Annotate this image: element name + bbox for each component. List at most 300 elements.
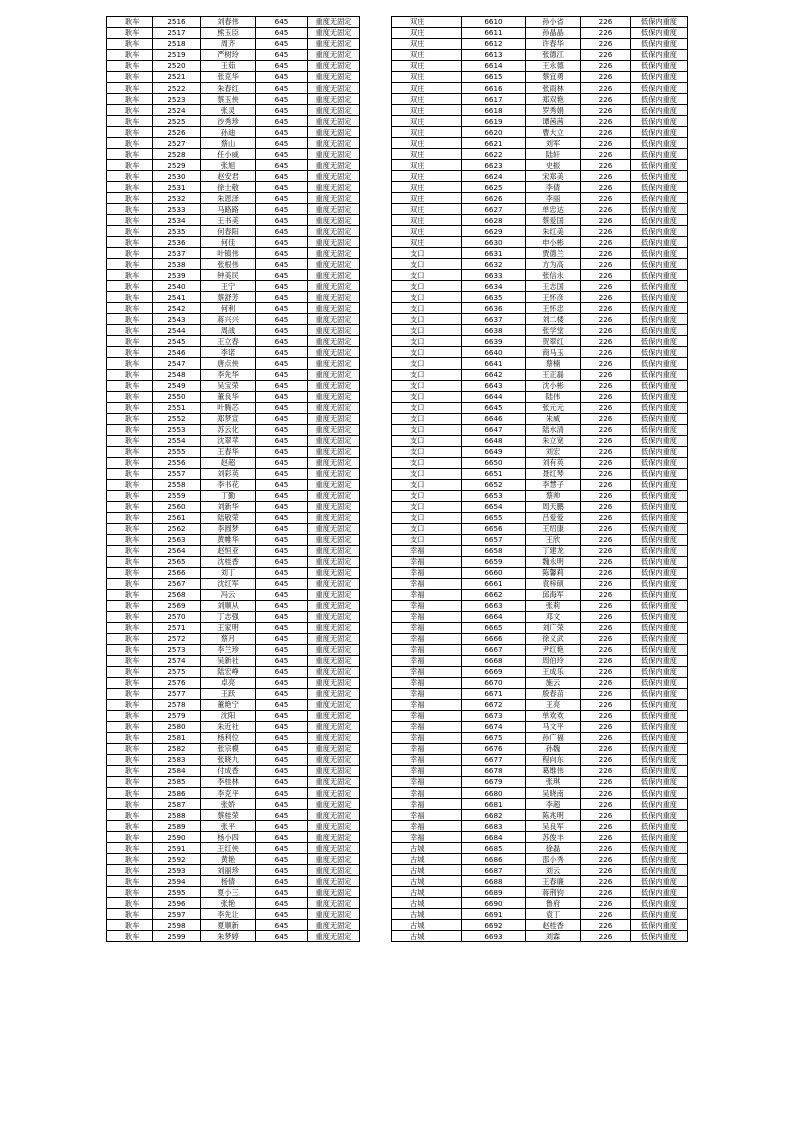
serial-cell: 6654 [462, 501, 526, 512]
category-cell: 低保内重度 [631, 909, 688, 920]
category-cell: 低保内重度 [631, 534, 688, 545]
amount-cell: 645 [256, 292, 308, 303]
name-cell: 王跃 [201, 688, 256, 699]
name-cell: 蒋荆钧 [526, 887, 581, 898]
amount-cell: 645 [256, 248, 308, 259]
name-cell: 朱恩泽 [201, 193, 256, 204]
name-cell: 朱红美 [526, 226, 581, 237]
serial-cell: 6620 [462, 127, 526, 138]
name-cell: 商马玉 [526, 347, 581, 358]
category-cell: 重度无固定 [308, 733, 360, 744]
serial-cell: 6628 [462, 215, 526, 226]
serial-cell: 2574 [153, 655, 201, 666]
amount-cell: 226 [581, 160, 631, 171]
category-cell: 低保内重度 [631, 446, 688, 457]
town-cell: 耿车 [107, 314, 153, 325]
serial-cell: 2516 [153, 17, 201, 28]
serial-cell: 6621 [462, 138, 526, 149]
serial-cell: 2534 [153, 215, 201, 226]
category-cell: 低保内重度 [631, 457, 688, 468]
town-cell: 双庄 [392, 204, 462, 215]
amount-cell: 645 [256, 788, 308, 799]
town-cell: 支口 [392, 512, 462, 523]
amount-cell: 645 [256, 865, 308, 876]
category-cell: 低保内重度 [631, 722, 688, 733]
table-row [107, 17, 360, 28]
table-row [107, 744, 360, 755]
table-row [107, 358, 360, 369]
town-cell: 双庄 [392, 72, 462, 83]
name-cell: 张娇 [201, 799, 256, 810]
left-table [106, 16, 360, 942]
category-cell: 低保内重度 [631, 788, 688, 799]
town-cell: 双庄 [392, 237, 462, 248]
town-cell: 耿车 [107, 887, 153, 898]
amount-cell: 645 [256, 138, 308, 149]
serial-cell: 2538 [153, 259, 201, 270]
name-cell: 王茹 [201, 61, 256, 72]
name-cell: 王亮 [526, 699, 581, 710]
category-cell: 低保内重度 [631, 887, 688, 898]
category-cell: 低保内重度 [631, 193, 688, 204]
serial-cell: 6619 [462, 116, 526, 127]
table-row [107, 699, 360, 710]
category-cell: 低保内重度 [631, 611, 688, 622]
category-cell: 重度无固定 [308, 854, 360, 865]
category-cell: 低保内重度 [631, 303, 688, 314]
amount-cell: 226 [581, 413, 631, 424]
category-cell: 重度无固定 [308, 369, 360, 380]
serial-cell: 6630 [462, 237, 526, 248]
serial-cell: 6617 [462, 94, 526, 105]
table-row [392, 248, 688, 259]
category-cell: 重度无固定 [308, 644, 360, 655]
left-table-body [107, 17, 360, 942]
town-cell: 耿车 [107, 567, 153, 578]
category-cell: 低保内重度 [631, 182, 688, 193]
table-row [392, 83, 688, 94]
town-cell: 支口 [392, 303, 462, 314]
category-cell: 重度无固定 [308, 435, 360, 446]
table-row [392, 545, 688, 556]
serial-cell: 2587 [153, 799, 201, 810]
category-cell: 重度无固定 [308, 270, 360, 281]
amount-cell: 645 [256, 391, 308, 402]
town-cell: 耿车 [107, 149, 153, 160]
name-cell: 张宗模 [201, 744, 256, 755]
serial-cell: 2557 [153, 468, 201, 479]
name-cell: 刘丽珍 [201, 865, 256, 876]
serial-cell: 2537 [153, 248, 201, 259]
category-cell: 重度无固定 [308, 94, 360, 105]
serial-cell: 2528 [153, 149, 201, 160]
serial-cell: 2573 [153, 644, 201, 655]
serial-cell: 6666 [462, 633, 526, 644]
table-row [107, 50, 360, 61]
table-row [107, 72, 360, 83]
amount-cell: 645 [256, 369, 308, 380]
name-cell: 付成香 [201, 766, 256, 777]
amount-cell: 226 [581, 270, 631, 281]
town-cell: 耿车 [107, 94, 153, 105]
serial-cell: 6633 [462, 270, 526, 281]
amount-cell: 645 [256, 644, 308, 655]
category-cell: 重度无固定 [308, 534, 360, 545]
serial-cell: 6613 [462, 50, 526, 61]
serial-cell: 2585 [153, 777, 201, 788]
serial-cell: 6681 [462, 799, 526, 810]
amount-cell: 645 [256, 160, 308, 171]
name-cell: 王红侠 [201, 843, 256, 854]
table-row [392, 722, 688, 733]
town-cell: 支口 [392, 292, 462, 303]
town-cell: 双庄 [392, 50, 462, 61]
serial-cell: 2583 [153, 755, 201, 766]
name-cell: 袁丁 [526, 909, 581, 920]
category-cell: 重度无固定 [308, 347, 360, 358]
serial-cell: 2572 [153, 633, 201, 644]
amount-cell: 226 [581, 127, 631, 138]
serial-cell: 2551 [153, 402, 201, 413]
table-row [107, 138, 360, 149]
amount-cell: 645 [256, 17, 308, 28]
serial-cell: 6691 [462, 909, 526, 920]
serial-cell: 6679 [462, 777, 526, 788]
amount-cell: 645 [256, 876, 308, 887]
table-row [107, 644, 360, 655]
serial-cell: 6684 [462, 832, 526, 843]
town-cell: 古城 [392, 876, 462, 887]
serial-cell: 6671 [462, 688, 526, 699]
serial-cell: 2560 [153, 501, 201, 512]
amount-cell: 226 [581, 17, 631, 28]
table-row [107, 303, 360, 314]
name-cell: 陆水清 [526, 424, 581, 435]
name-cell: 蔡山 [201, 138, 256, 149]
category-cell: 低保内重度 [631, 413, 688, 424]
amount-cell: 645 [256, 666, 308, 677]
town-cell: 支口 [392, 259, 462, 270]
town-cell: 支口 [392, 446, 462, 457]
category-cell: 低保内重度 [631, 402, 688, 413]
name-cell: 蔡帅 [526, 490, 581, 501]
serial-cell: 6693 [462, 931, 526, 942]
amount-cell: 226 [581, 314, 631, 325]
town-cell: 支口 [392, 457, 462, 468]
amount-cell: 645 [256, 446, 308, 457]
category-cell: 低保内重度 [631, 710, 688, 721]
serial-cell: 2548 [153, 369, 201, 380]
category-cell: 重度无固定 [308, 909, 360, 920]
town-cell: 耿车 [107, 105, 153, 116]
serial-cell: 6646 [462, 413, 526, 424]
serial-cell: 2598 [153, 920, 201, 931]
serial-cell: 2575 [153, 666, 201, 677]
category-cell: 重度无固定 [308, 171, 360, 182]
serial-cell: 2570 [153, 611, 201, 622]
table-row [392, 622, 688, 633]
serial-cell: 2547 [153, 358, 201, 369]
town-cell: 支口 [392, 391, 462, 402]
category-cell: 低保内重度 [631, 336, 688, 347]
amount-cell: 645 [256, 799, 308, 810]
amount-cell: 645 [256, 215, 308, 226]
amount-cell: 226 [581, 83, 631, 94]
name-cell: 钟美民 [201, 270, 256, 281]
table-row [107, 336, 360, 347]
town-cell: 耿车 [107, 347, 153, 358]
category-cell: 低保内重度 [631, 72, 688, 83]
town-cell: 古城 [392, 920, 462, 931]
name-cell: 贺翠红 [526, 336, 581, 347]
name-cell: 郑梦宣 [201, 413, 256, 424]
name-cell: 夏小三 [201, 887, 256, 898]
table-row [107, 182, 360, 193]
serial-cell: 2518 [153, 39, 201, 50]
amount-cell: 645 [256, 435, 308, 446]
table-row [107, 105, 360, 116]
category-cell: 低保内重度 [631, 325, 688, 336]
serial-cell: 6648 [462, 435, 526, 446]
name-cell: 朱立宽 [526, 435, 581, 446]
category-cell: 低保内重度 [631, 479, 688, 490]
amount-cell: 226 [581, 843, 631, 854]
category-cell: 低保内重度 [631, 799, 688, 810]
table-row [107, 556, 360, 567]
serial-cell: 6686 [462, 854, 526, 865]
table-row [107, 887, 360, 898]
town-cell: 双庄 [392, 61, 462, 72]
serial-cell: 2522 [153, 83, 201, 94]
name-cell: 沈小彬 [526, 380, 581, 391]
category-cell: 低保内重度 [631, 61, 688, 72]
name-cell: 刘广荣 [526, 622, 581, 633]
table-row [107, 347, 360, 358]
category-cell: 重度无固定 [308, 325, 360, 336]
serial-cell: 6637 [462, 314, 526, 325]
serial-cell: 6653 [462, 490, 526, 501]
name-cell: 黄艳 [201, 854, 256, 865]
town-cell: 耿车 [107, 766, 153, 777]
amount-cell: 645 [256, 589, 308, 600]
table-row [107, 116, 360, 127]
name-cell: 卓亮 [201, 677, 256, 688]
serial-cell: 6656 [462, 523, 526, 534]
town-cell: 耿车 [107, 138, 153, 149]
category-cell: 低保内重度 [631, 259, 688, 270]
amount-cell: 226 [581, 215, 631, 226]
name-cell: 周伯玲 [526, 655, 581, 666]
category-cell: 低保内重度 [631, 160, 688, 171]
table-row [392, 424, 688, 435]
town-cell: 双庄 [392, 105, 462, 116]
town-cell: 幸福 [392, 633, 462, 644]
amount-cell: 226 [581, 677, 631, 688]
table-row [107, 920, 360, 931]
amount-cell: 645 [256, 314, 308, 325]
name-cell: 董艳宁 [201, 699, 256, 710]
name-cell: 朱威 [526, 413, 581, 424]
serial-cell: 2523 [153, 94, 201, 105]
name-cell: 吴晓南 [526, 788, 581, 799]
town-cell: 支口 [392, 369, 462, 380]
category-cell: 重度无固定 [308, 688, 360, 699]
serial-cell: 2576 [153, 677, 201, 688]
amount-cell: 226 [581, 722, 631, 733]
name-cell: 李先华 [201, 369, 256, 380]
name-cell: 王春华 [201, 446, 256, 457]
name-cell: 王成乐 [526, 666, 581, 677]
table-row [392, 633, 688, 644]
amount-cell: 226 [581, 292, 631, 303]
category-cell: 重度无固定 [308, 336, 360, 347]
table-row [392, 887, 688, 898]
town-cell: 幸福 [392, 545, 462, 556]
serial-cell: 6680 [462, 788, 526, 799]
serial-cell: 6625 [462, 182, 526, 193]
table-row [107, 204, 360, 215]
category-cell: 低保内重度 [631, 358, 688, 369]
table-row [392, 149, 688, 160]
table-row [392, 755, 688, 766]
name-cell: 刘霖 [526, 931, 581, 942]
town-cell: 双庄 [392, 94, 462, 105]
serial-cell: 2555 [153, 446, 201, 457]
table-row [107, 490, 360, 501]
name-cell: 李慧子 [526, 479, 581, 490]
category-cell: 重度无固定 [308, 138, 360, 149]
name-cell: 孙晶晶 [526, 28, 581, 39]
amount-cell: 226 [581, 744, 631, 755]
name-cell: 张琪 [526, 777, 581, 788]
amount-cell: 226 [581, 204, 631, 215]
name-cell: 鲁府 [526, 898, 581, 909]
serial-cell: 6627 [462, 204, 526, 215]
table-row [392, 909, 688, 920]
town-cell: 耿车 [107, 303, 153, 314]
amount-cell: 645 [256, 182, 308, 193]
serial-cell: 6674 [462, 722, 526, 733]
serial-cell: 2517 [153, 28, 201, 39]
category-cell: 重度无固定 [308, 39, 360, 50]
category-cell: 低保内重度 [631, 347, 688, 358]
town-cell: 古城 [392, 909, 462, 920]
serial-cell: 2526 [153, 127, 201, 138]
amount-cell: 645 [256, 931, 308, 942]
amount-cell: 226 [581, 777, 631, 788]
table-row [107, 733, 360, 744]
town-cell: 耿车 [107, 556, 153, 567]
category-cell: 低保内重度 [631, 931, 688, 942]
serial-cell: 2539 [153, 270, 201, 281]
table-row [107, 325, 360, 336]
name-cell: 唐点侠 [201, 358, 256, 369]
amount-cell: 645 [256, 28, 308, 39]
town-cell: 耿车 [107, 589, 153, 600]
amount-cell: 645 [256, 468, 308, 479]
town-cell: 耿车 [107, 479, 153, 490]
category-cell: 重度无固定 [308, 699, 360, 710]
table-row [107, 512, 360, 523]
town-cell: 耿车 [107, 677, 153, 688]
serial-cell: 6672 [462, 699, 526, 710]
town-cell: 幸福 [392, 688, 462, 699]
serial-cell: 6677 [462, 755, 526, 766]
table-row [107, 876, 360, 887]
name-cell: 陆轩 [526, 149, 581, 160]
serial-cell: 2567 [153, 578, 201, 589]
amount-cell: 645 [256, 545, 308, 556]
category-cell: 低保内重度 [631, 644, 688, 655]
name-cell: 何佳 [201, 237, 256, 248]
town-cell: 耿车 [107, 501, 153, 512]
category-cell: 重度无固定 [308, 865, 360, 876]
table-row [107, 611, 360, 622]
amount-cell: 226 [581, 94, 631, 105]
town-cell: 幸福 [392, 821, 462, 832]
amount-cell: 645 [256, 61, 308, 72]
town-cell: 耿车 [107, 369, 153, 380]
amount-cell: 226 [581, 766, 631, 777]
category-cell: 低保内重度 [631, 810, 688, 821]
town-cell: 耿车 [107, 843, 153, 854]
category-cell: 重度无固定 [308, 545, 360, 556]
serial-cell: 6636 [462, 303, 526, 314]
serial-cell: 2529 [153, 160, 201, 171]
category-cell: 低保内重度 [631, 876, 688, 887]
amount-cell: 645 [256, 259, 308, 270]
name-cell: 王志国 [526, 281, 581, 292]
table-row [392, 501, 688, 512]
amount-cell: 226 [581, 446, 631, 457]
category-cell: 低保内重度 [631, 688, 688, 699]
amount-cell: 226 [581, 611, 631, 622]
serial-cell: 6689 [462, 887, 526, 898]
amount-cell: 226 [581, 182, 631, 193]
town-cell: 耿车 [107, 435, 153, 446]
serial-cell: 6649 [462, 446, 526, 457]
amount-cell: 226 [581, 699, 631, 710]
name-cell: 曹大立 [526, 127, 581, 138]
town-cell: 耿车 [107, 876, 153, 887]
name-cell: 吕爱爱 [526, 512, 581, 523]
category-cell: 低保内重度 [631, 138, 688, 149]
name-cell: 王立春 [201, 336, 256, 347]
town-cell: 幸福 [392, 766, 462, 777]
serial-cell: 2581 [153, 733, 201, 744]
table-row [392, 182, 688, 193]
name-cell: 王正磊 [526, 369, 581, 380]
amount-cell: 645 [256, 578, 308, 589]
town-cell: 支口 [392, 479, 462, 490]
serial-cell: 6668 [462, 655, 526, 666]
table-row [107, 193, 360, 204]
amount-cell: 226 [581, 832, 631, 843]
name-cell: 丁勤 [201, 490, 256, 501]
amount-cell: 645 [256, 336, 308, 347]
category-cell: 重度无固定 [308, 898, 360, 909]
serial-cell: 2596 [153, 898, 201, 909]
table-row [392, 215, 688, 226]
amount-cell: 645 [256, 821, 308, 832]
serial-cell: 2536 [153, 237, 201, 248]
table-row [107, 314, 360, 325]
serial-cell: 6639 [462, 336, 526, 347]
category-cell: 低保内重度 [631, 435, 688, 446]
name-cell: 杨倩 [201, 876, 256, 887]
category-cell: 重度无固定 [308, 766, 360, 777]
serial-cell: 2545 [153, 336, 201, 347]
